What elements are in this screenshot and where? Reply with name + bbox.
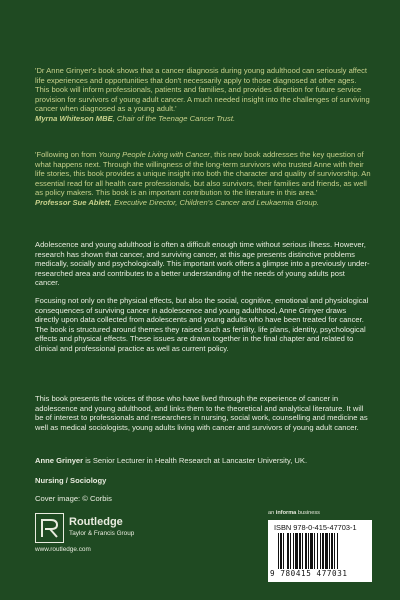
- quote-attribution-name: Myrna Whiteson MBE: [35, 113, 113, 123]
- author-bio-text: is Senior Lecturer in Health Research at Lancaster University, UK.: [83, 456, 308, 465]
- review-quote-2: [35, 150, 371, 208]
- routledge-logo-icon: [35, 513, 64, 543]
- publisher-url: www.routledge.com: [35, 546, 91, 553]
- informa-suffix: business: [296, 510, 320, 516]
- isbn-label: ISBN 978-0-415-47703-1: [274, 523, 357, 532]
- informa-brand: informa: [275, 510, 297, 516]
- quote-attribution-role: , Executive Director, Children's Cancer and Leukaemia Group.: [109, 197, 319, 207]
- barcode-icon: [278, 533, 364, 569]
- author-bio: [35, 456, 371, 466]
- informa-prefix: an: [268, 510, 276, 516]
- subject-category: Nursing / Sociology: [35, 476, 107, 485]
- publisher-logo-block: [35, 513, 185, 553]
- quote-text-after: , this new book addresses the key question of what happens next. Through the willingness of the long-term survivors who trusted Anne with their life stories, this book provides a unique insight into both the character and quality of survivorship. An essential read for all health care professionals, but also survivors, their families and friends, as well as policy makers. This book is an important contribution to the literature in this area.': [35, 150, 371, 198]
- description-paragraph-2: Focusing not only on the physical effects, but also the social, cognitive, emotional and physiological consequences of surviving cancer in adolescence and young adulthood, Anne Grinyer draws directly upon data collected from adolescents and young adults who have been treated for cancer. The book is structured around themes they raised such as fertility, life plans, identity, psychological effects and physical effects. These issues are drawn together in the final chapter and related to clinical and professional practice as well as current policy.: [35, 296, 369, 353]
- publisher-group: Taylor & Francis Group: [69, 530, 135, 537]
- quote-book-title: Young People Living with Cancer: [98, 150, 210, 159]
- author-name: Anne Grinyer: [35, 456, 84, 465]
- publisher-name: Routledge: [69, 516, 123, 528]
- cover-image-credit: Cover image: © Corbis: [35, 494, 112, 503]
- quote-attribution-name: Professor Sue Ablett: [35, 197, 110, 207]
- description-paragraph-3: This book presents the voices of those who have lived through the experience of cancer in adolescence and young adulthood, and links them to the theoretical and analytical literature. It will be of interest to professionals and researchers in nursing, social work, counselling and medicine as well as medical sociologists, young adults living with cancer and survivors of young adult cancer.: [35, 394, 368, 432]
- barcode-digits: 9 780415 477031: [270, 569, 348, 578]
- informa-business-label: [268, 510, 320, 516]
- quote-attribution-role: , Chair of the Teenage Cancer Trust.: [112, 113, 236, 123]
- quote-text-before: 'Following on from: [35, 150, 99, 159]
- description-paragraph-1: Adolescence and young adulthood is often a difficult enough time without serious illness. However, research has shown that cancer, and surviving cancer, at this age presents distinctive problems medically, socially and psychologically. This important work offers a glimpse into a previously under-researched area and contributes to a better understanding of the needs of young adults post cancer.: [35, 240, 370, 288]
- review-quote-1: [35, 66, 371, 124]
- quote-text: 'Dr Anne Grinyer's book shows that a cancer diagnosis during young adulthood can seriously affect life experiences and opportunities that don't necessarily apply to those diagnosed at other ages. This book will inform professionals, patients and families, and provides direction for future service provision for survivors of young adult cancer. A much needed insight into the challenges of surviving cancer when diagnosed as a young adult.': [35, 66, 370, 114]
- isbn-barcode-panel: [268, 520, 372, 582]
